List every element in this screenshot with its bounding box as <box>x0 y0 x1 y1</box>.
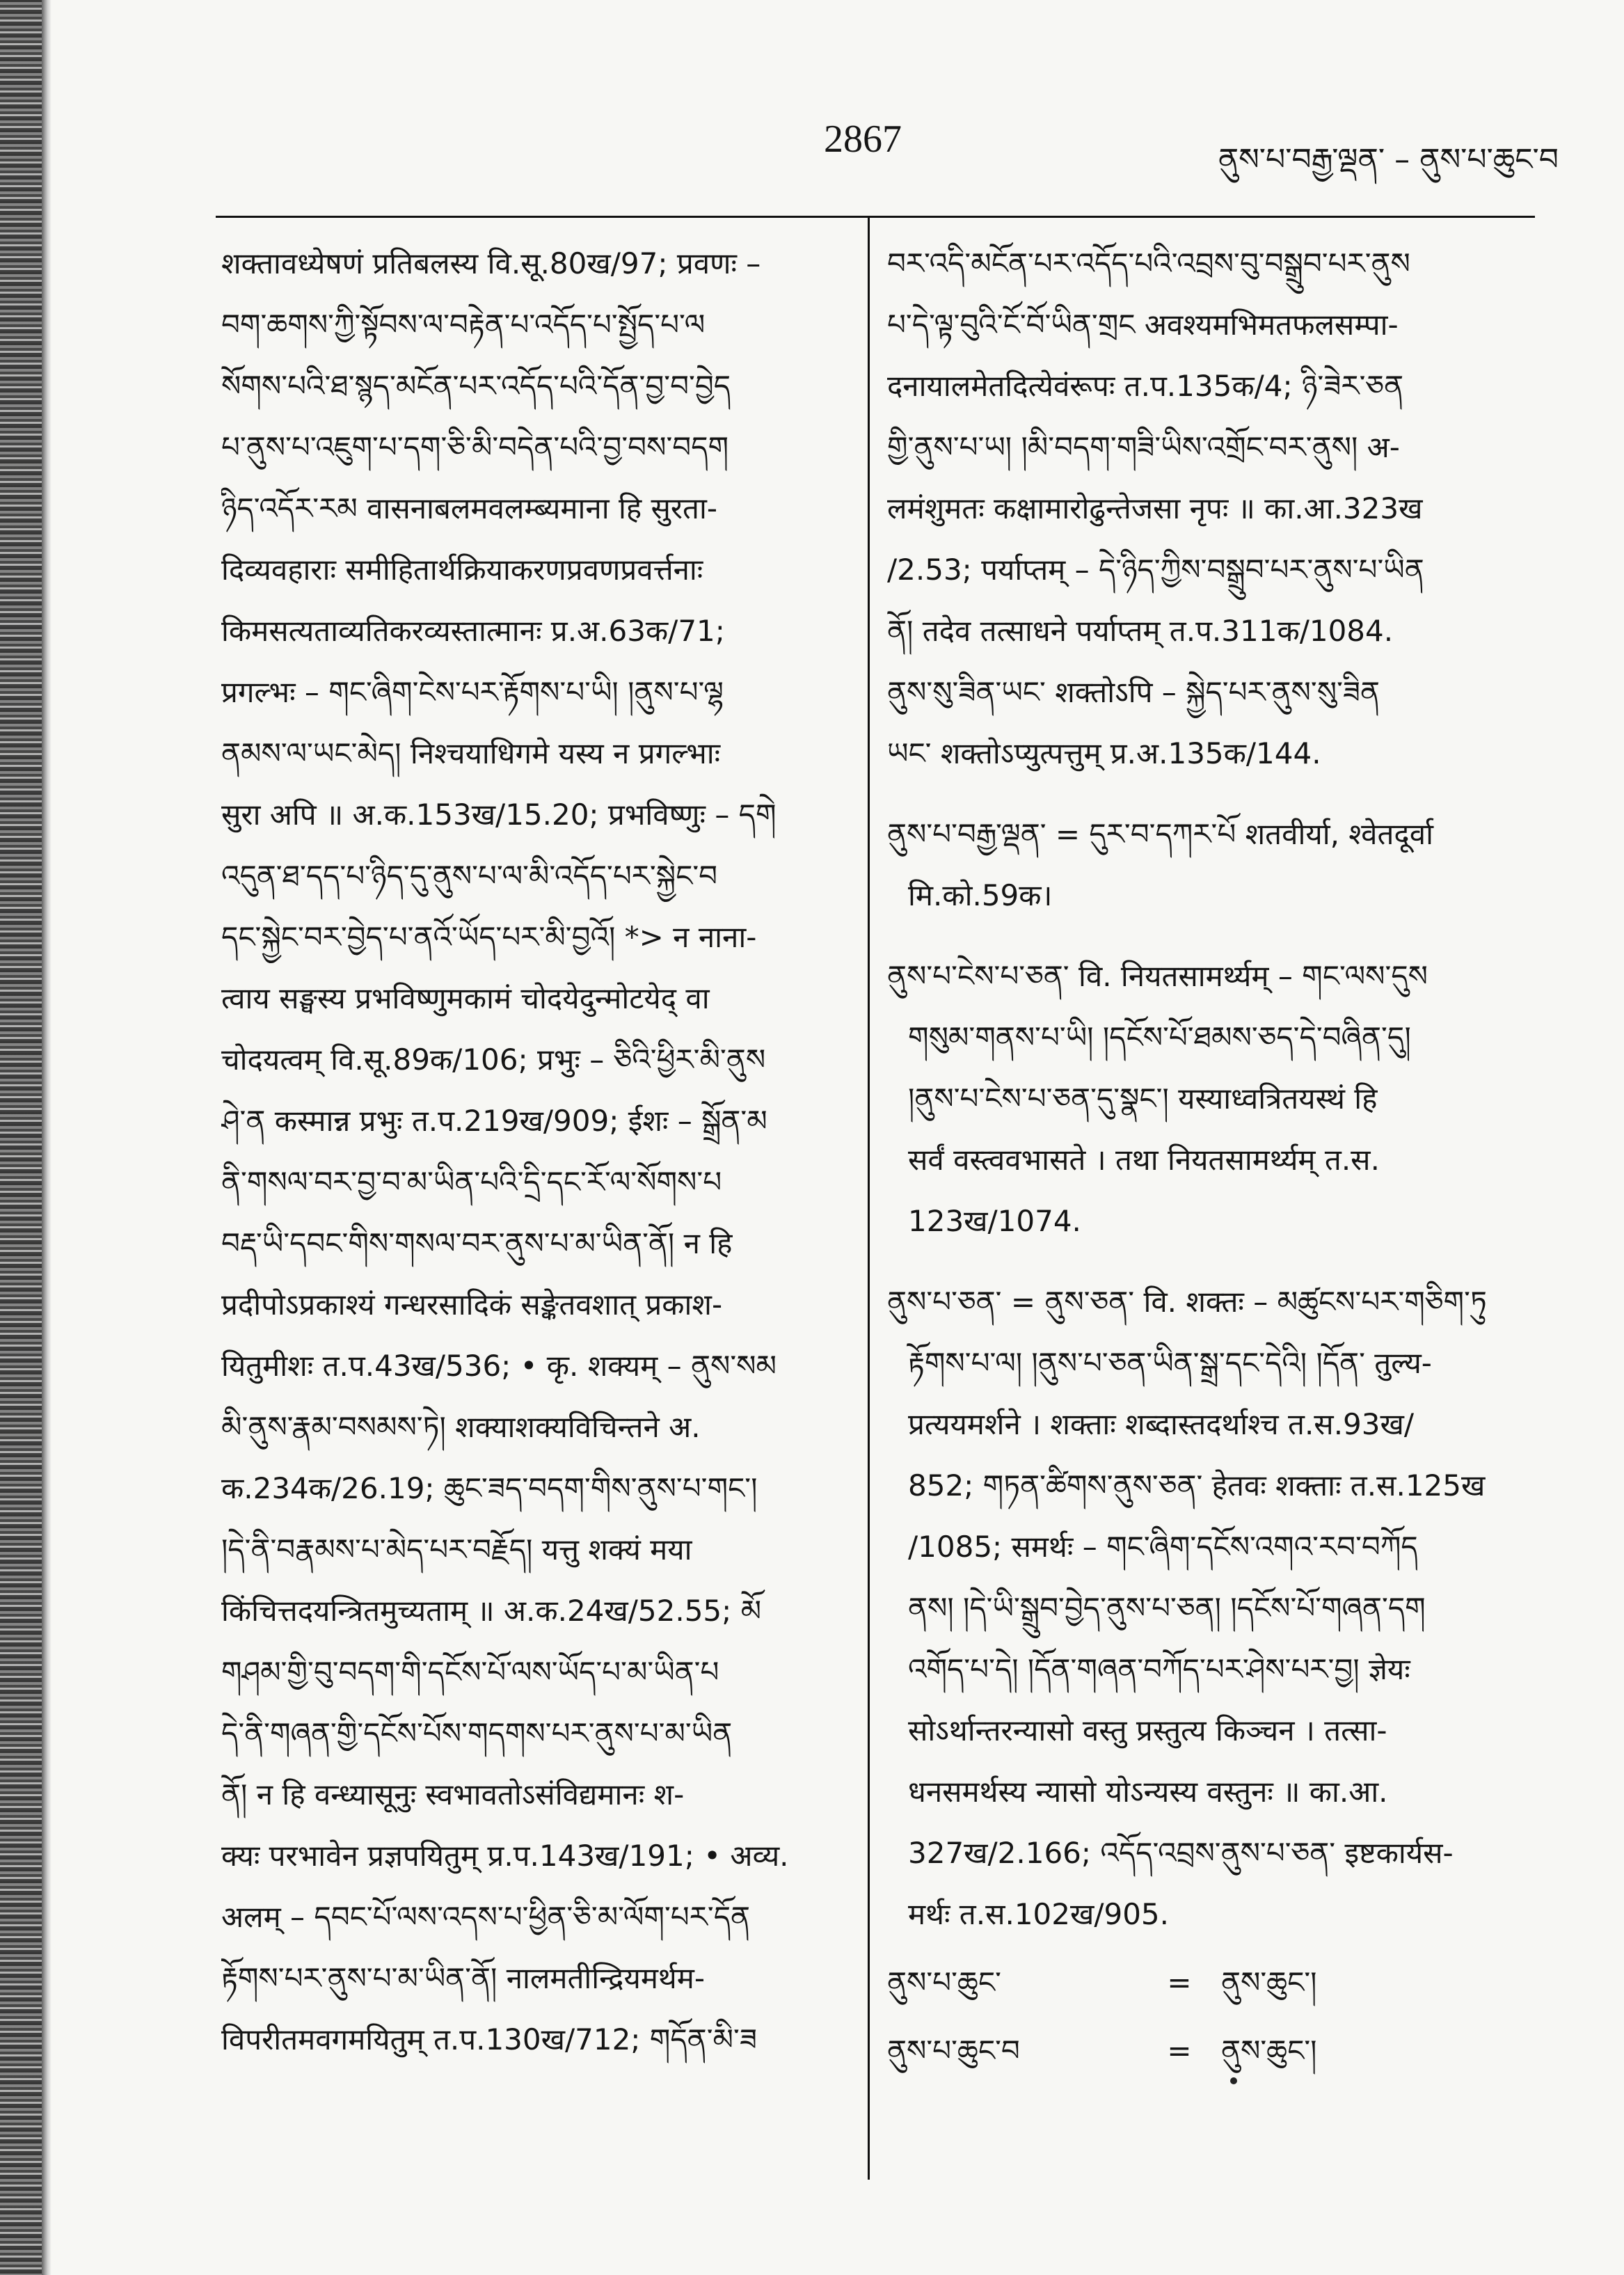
text-line: प्रदीपोऽप्रकाश्यं गन्धरसादिकं सङ्केतवशात् प्रकाश- <box>221 1287 723 1322</box>
right-column <box>887 233 1538 2082</box>
text-line: ཤེ་ན कस्मान्न प्रभुः त.प.219ख/909; ईशः – སྒྲོན་མ <box>221 1104 767 1138</box>
book-binding-edge <box>0 0 42 2275</box>
dictionary-entry <box>887 804 1538 926</box>
running-head: ནུས་པ་བརྒྱ་ལྡན་ – ནུས་པ་ཆུང་བ <box>1218 142 1559 177</box>
text-line: ནས། །དེ་ཡི་སྒྲུབ་བྱེད་ནུས་པ་ཅན། །དངོས་པོ་གཞན་དག <box>908 1591 1426 1625</box>
text-line: 123ख/1074. <box>908 1204 1081 1238</box>
text-line: རྟོགས་པ་ལ། །ནུས་པ་ཅན་ཡིན་སྒྲ་དང་དེའི། །དོན་ तुल्य- <box>908 1346 1432 1380</box>
text-line: अलम् – དབང་པོ་ལས་འདས་པ་ཕྱིན་ཅི་མ་ལོག་པར་དོན <box>221 1900 751 1934</box>
text-line: །ནུས་པ་ངེས་པ་ཅན་དུ་སྣང་། यस्याध्वत्रितयस्थं हि <box>908 1081 1378 1116</box>
text-line: लमंशुमतः कक्षामारोढुन्तेजसा नृपः ॥ का.आ.323ख <box>887 491 1423 525</box>
text-line: ཡང་ शक्तोऽप्युत्पत्तुम् प्र.अ.135क/144. <box>887 736 1321 770</box>
text-line: दिव्यवहाराः समीहितार्थक्रियाकरणप्रवणप्रवर्त्तनाः <box>221 553 703 587</box>
text-line: मि.को.59क। <box>908 878 1053 912</box>
text-line: किंचित्तदयन्त्रितमुच्यताम् ॥ अ.क.24ख/52.55; མོ <box>221 1594 762 1628</box>
text-line: सोऽर्थान्तरन्यासो वस्तु प्रस्तुत्य किञ्चन । तत्सा- <box>908 1713 1387 1747</box>
text-line: ནི་གསལ་བར་བྱ་བ་མ་ཡིན་པའི་དྲི་དང་རོ་ལ་སོགས་པ <box>221 1165 722 1199</box>
xref-lemma: ནུས་པ་ཆུང་བ <box>887 2034 1020 2068</box>
text-line: सर्वं वस्त्ववभासते । तथा नियतसामर्थ्यम् त.स. <box>908 1143 1380 1177</box>
text-line: གཤམ་གྱི་བུ་བདག་གི་དངོས་པོ་ལས་ཡོད་པ་མ་ཡིན་པ <box>221 1655 719 1689</box>
text-line: གྱི་ནུས་པ་ཡ། །མི་བདག་གཟི་ཡིས་འགྲོང་བར་ནུས། अ- <box>887 430 1400 464</box>
text-line: བར་འདི་མངོན་པར་འདོད་པའི་འབྲས་བུ་བསྒྲུབ་པར་ནུས <box>887 246 1410 280</box>
text-line: གསུམ་གནས་པ་ཡི། །དངོས་པོ་ཐམས་ཅད་དེ་བཞིན་དུ། <box>908 1020 1411 1054</box>
text-line: प्रगल्भः – གང་ཞིག་ངེས་པར་རྟོགས་པ་ཡི། །ནུས་པ་ལྷ <box>221 675 724 709</box>
left-column <box>221 233 847 2070</box>
continued-entry <box>887 233 1538 784</box>
text-line: प्रत्ययमर्शने । शक्ताः शब्दास्तदर्थाश्च त.स.93ख/ <box>908 1407 1415 1441</box>
text-line: ནོ། तदेव तत्साधने पर्याप्तम् त.प.311क/1084. <box>887 614 1394 648</box>
xref-lemma: ནུས་པ་ཆུང་ <box>887 1965 1001 1999</box>
text-line: ནུས་སུ་ཟིན་ཡང་ शक्तोऽपि – སྐྱེད་པར་ནུས་སུ་ཟིན <box>887 675 1380 709</box>
text-line: चोदयत्वम् वि.सू.89क/106; प्रभुः – ཅིའི་ཕྱིར་མི་ནུས <box>221 1043 766 1077</box>
text-line: མི་ནུས་རྣམ་བསམས་ཏེ། शक्याशक्यविचिन्तने अ. <box>221 1410 701 1444</box>
xref-target: ནུས་ཆུང་། <box>1221 1965 1317 1999</box>
xref-target: ནུས་ཆུང་། <box>1221 2034 1317 2068</box>
text-line: शक्तावध्येषणं प्रतिबलस्य वि.सू.80ख/97; प्रवणः – <box>221 246 761 280</box>
text-line: ཉིད་འདོར་རམ वासनाबलमवलम्ब्यमाना हि सुरता- <box>221 491 718 525</box>
text-line: བག་ཆགས་ཀྱི་སྟོབས་ལ་བརྟེན་པ་འདོད་པ་སྤྱོད་པ་ལ <box>221 308 706 342</box>
entry-list <box>887 804 1538 1945</box>
text-line: པ་དེ་ལྟ་བུའི་ངོ་བོ་ཡིན་གྲང अवश्यमभिमतफलसम्पा- <box>887 308 1399 342</box>
text-line: किमसत्यताव्यतिकरव्यस्तात्मानः प्र.अ.63क/71; <box>221 614 725 648</box>
dictionary-entry <box>887 946 1538 1252</box>
text-line: །དེ་ནི་བརྣམས་པ་མེད་པར་བརྗོད། यत्तु शक्यं मया <box>221 1532 692 1567</box>
text-line: 852; གཏན་ཚིགས་ནུས་ཅན་ हेतवः शक्ताः त.स.125ख <box>908 1468 1486 1503</box>
text-line: ནོ། न हि वन्ध्यासूनुः स्वभावतोऽसंविद्यमानः श- <box>221 1777 685 1812</box>
text-line: དང་སྐྱེང་བར་བྱེད་པ་ནའོ་ཡོད་པར་མི་བྱའོ། *> न नाना- <box>221 920 757 954</box>
cross-reference <box>887 2020 1538 2082</box>
xref-eq: = <box>1167 1965 1192 1999</box>
text-line: འགོད་པ་དེ། །དོན་གཞན་བཀོད་པར་ཤེས་པར་བྱ། ज्ञेयः <box>908 1652 1410 1686</box>
text-line: मर्थः त.स.102ख/905. <box>908 1897 1170 1931</box>
entry-headword-line: ནུས་པ་བརྒྱ་ལྡན་ = དུར་བ་དཀར་པོ शतवीर्या, श्वेतदूर्वा <box>887 817 1433 851</box>
text-line: 327ख/2.166; འདོད་འབྲས་ནུས་པ་ཅན་ इष्टकार्यस- <box>908 1836 1454 1870</box>
stray-mark <box>1230 2077 1237 2084</box>
binding-shadow <box>42 0 51 2275</box>
text-line: བརྡ་ཡི་དབང་གིས་གསལ་བར་ནུས་པ་མ་ཡིན་ནོ། न हि <box>221 1226 733 1260</box>
text-line: त्वाय सङ्घस्य प्रभविष्णुमकामं चोदयेदुन्मोटयेद् वा <box>221 981 710 1015</box>
text-line: क्यः परभावेन प्रज्ञपयितुम् प्र.प.143ख/191; • अव्य. <box>221 1839 789 1873</box>
text-line: ནམས་ལ་ཡང་མེད། निश्चयाधिगमे यस्य न प्रगल्भाः <box>221 736 721 770</box>
text-line: པ་ནུས་པ་འཇུག་པ་དག་ཅི་མི་བདེན་པའི་བྱ་བས་བདག <box>221 430 729 464</box>
text-line: सुरा अपि ॥ अ.क.153ख/15.20; प्रभविष्णुः – དགེ <box>221 798 777 832</box>
text-line: རྟོགས་པར་ནུས་པ་མ་ཡིན་ནོ། नालमतीन्द्रियमर्थम- <box>221 1961 706 1995</box>
text-line: སོགས་པའི་ཐ་སྙད་མངོན་པར་འདོད་པའི་དོན་བྱ་བ་བྱེད <box>221 369 731 403</box>
text-line: विपरीतमवगमयितुम् त.प.130ख/712; གདོན་མི་ཟ <box>221 2022 757 2056</box>
text-line: /2.53; पर्याप्तम् – དེ་ཉིད་ཀྱིས་བསྒྲུབ་པར་ནུས་པ་ཡིན <box>887 553 1424 587</box>
text-line: क.234क/26.19; ཆུང་ཟད་བདག་གིས་ནུས་པ་གང་། <box>221 1471 758 1505</box>
column-divider <box>868 217 870 2180</box>
xref-eq: = <box>1167 2034 1192 2068</box>
text-line: धनसमर्थस्य न्यासो योऽन्यस्य वस्तुनः ॥ का.आ. <box>908 1775 1388 1809</box>
text-line: यितुमीशः त.प.43ख/536; • कृ. शक्यम् – ནུས་སམ <box>221 1349 777 1383</box>
entry-headword-line: ནུས་པ་ཅན་ = ནུས་ཅན་ वि. शक्तः – མཚུངས་པར་གཅིག་ཏུ <box>887 1285 1487 1319</box>
cross-reference-list <box>887 1952 1538 2082</box>
text-line: འདུན་ཐ་དད་པ་ཉིད་དུ་ནུས་པ་ལ་མི་འདོད་པར་སྐྱེང་བ <box>221 859 718 893</box>
cross-reference <box>887 1952 1538 2013</box>
entry-headword-line: ནུས་པ་ངེས་པ་ཅན་ वि. नियतसामर्थ्यम् – གང་ལས་དུས <box>887 959 1428 993</box>
text-line: དེ་ནི་གཞན་གྱི་དངོས་པོས་གདགས་པར་ནུས་པ་མ་ཡིན <box>221 1716 733 1750</box>
text-line: दनायालमेतदित्येवंरूपः त.प.135क/4; ཉི་ཟེར་ཅན <box>887 369 1404 403</box>
header-rule <box>216 216 1535 218</box>
page-number: 2867 <box>824 118 902 161</box>
dictionary-entry <box>887 1271 1538 1945</box>
text-line: /1085; समर्थः – གང་ཞིག་དངོས་འགའ་རབ་བཀོད <box>908 1530 1418 1564</box>
